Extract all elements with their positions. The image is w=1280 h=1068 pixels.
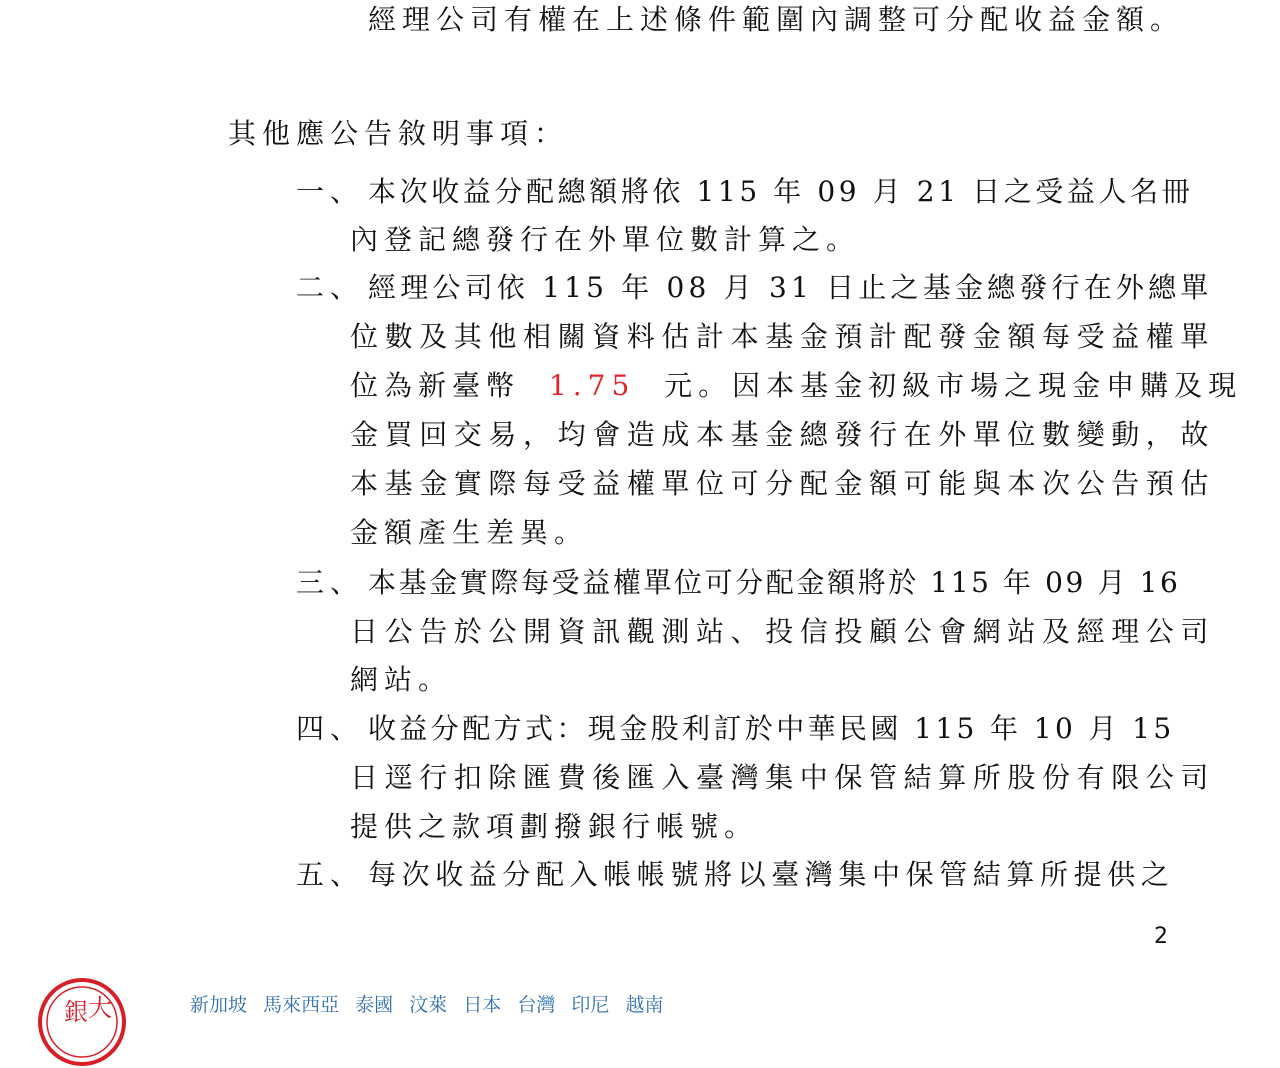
bank-seal-logo	[36, 976, 128, 1068]
item-2-line-3-rest: 元。因本基金初級市場之現金申購及現	[664, 369, 1243, 402]
footer-country: 馬來西亞	[263, 994, 340, 1016]
item-5-line-1: 每次收益分配入帳帳號將以臺灣集中保管結算所提供之	[368, 858, 1175, 891]
footer-country: 汶萊	[409, 994, 448, 1016]
item-2-line-6: 金額產生差異。	[350, 516, 589, 549]
item-2-line-5: 本基金實際每受益權單位可分配金額可能與本次公告預估	[350, 467, 1216, 500]
footer-country: 新加坡	[190, 994, 248, 1016]
page-number: 2	[1154, 924, 1168, 949]
item-1-marker: 一、	[296, 175, 365, 208]
svg-text:銀: 銀	[64, 998, 88, 1026]
item-5-marker: 五、	[296, 858, 365, 891]
footer-country: 日本	[463, 994, 502, 1016]
item-4-line-3: 提供之款項劃撥銀行帳號。	[350, 810, 759, 843]
footer-country: 台灣	[517, 994, 556, 1016]
item-3-line-1: 本基金實際每受益權單位可分配金額將於 115 年 09 月 16	[368, 566, 1181, 599]
item-2-line-2: 位數及其他相關資料估計本基金預計配發金額每受益權單	[350, 320, 1216, 353]
item-4-line-2: 日逕行扣除匯費後匯入臺灣集中保管結算所股份有限公司	[350, 761, 1216, 794]
section-heading: 其他應公告敘明事項：	[228, 117, 569, 150]
item-4-line-1: 收益分配方式：現金股利訂於中華民國 115 年 10 月 15	[368, 712, 1175, 745]
item-2-line-1: 經理公司依 115 年 08 月 31 日止之基金總發行在外總單	[368, 271, 1213, 304]
item-3-line-3: 網站。	[350, 663, 453, 696]
footer-country-list	[190, 993, 673, 1017]
footer-country: 越南	[625, 994, 664, 1016]
item-1-line-1-text: 本次收益分配總額將依 115 年 09 月 21 日之受益人名冊	[368, 175, 1194, 208]
closing-sentence: 經理公司有權在上述條件範圍內調整可分配收益金額。	[368, 3, 1185, 36]
item-2-marker: 二、	[296, 271, 365, 304]
item-4-marker: 四、	[296, 712, 365, 745]
svg-text:大: 大	[88, 994, 112, 1022]
footer-country: 泰國	[355, 994, 394, 1016]
item-2-line-4: 金買回交易，均會造成本基金總發行在外單位數變動，故	[350, 418, 1216, 451]
item-3-marker: 三、	[296, 566, 365, 599]
item-1-line-2: 內登記總發行在外單位數計算之。	[350, 223, 861, 256]
item-2-line-3	[350, 368, 1242, 404]
dividend-amount: 1.75	[548, 369, 636, 402]
item-2-currency-label: 位為新臺幣	[350, 369, 521, 402]
item-1-line-1	[368, 174, 1194, 210]
footer-country: 印尼	[571, 994, 610, 1016]
item-3-line-2: 日公告於公開資訊觀測站、投信投顧公會網站及經理公司	[350, 615, 1216, 648]
